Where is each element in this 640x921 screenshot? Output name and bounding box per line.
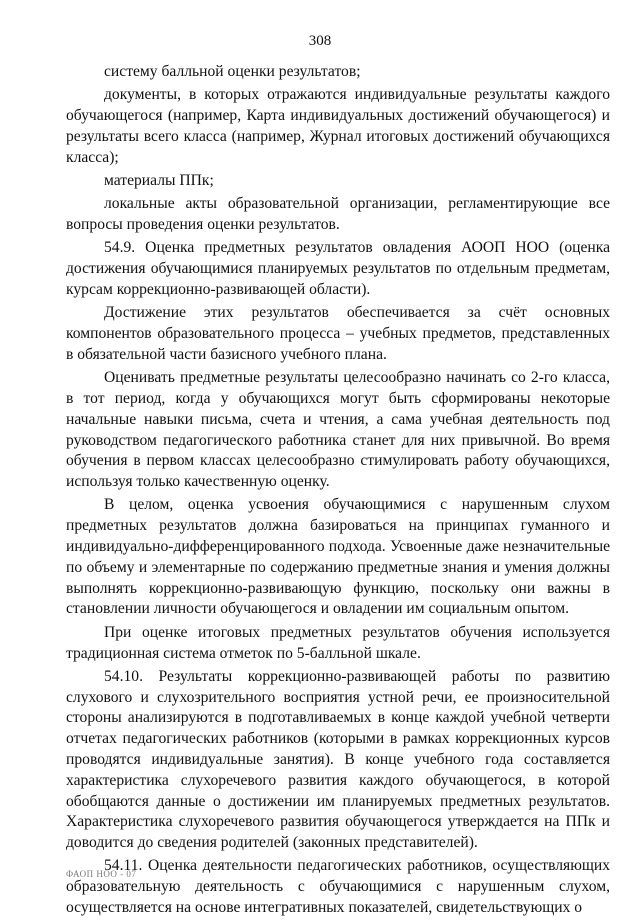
document-body xyxy=(66,62,610,921)
paragraph-ppk-materials: материалы ППк; xyxy=(104,171,214,189)
paragraph-final-assessment: При оценке итоговых предметных результатов обучения используется традиционная система отметок по 5-балльной шкале. xyxy=(66,623,610,662)
paragraph-scoring-system: систему балльной оценки результатов; xyxy=(104,63,361,80)
document-footer: ФАОП НОО - 07 xyxy=(66,869,137,879)
paragraph-54-10: 54.10. Результаты коррекционно-развивающей работы по развитию слухового и слухозрительного восприятия устной речи, ее произносительной стороны анализируются в подготавливаемых в конце каждой учебной четверти отчетах педагогических работников (которыми в рамках коррекционных курсов проводятся индивидуальные занятия). В конце учебного года составляется характеристика слухоречевого развития каждого обучающегося, в которой обобщаются данные о достижении им планируемых предметных результатов. Характеристика слухоречевого развития обучающегося утверждается на ППк и доводится до сведения родителей (законных представителей). xyxy=(66,667,610,852)
paragraph-local-acts: локальные акты образовательной организации, регламентирующие все вопросы проведения оценки результатов. xyxy=(66,195,610,234)
paragraph-achievement: Достижение этих результатов обеспечивается за счёт основных компонентов образовательного процесса – учебных предметов, представленных в обязательной части базисного учебного плана. xyxy=(66,304,610,363)
paragraph-general-assessment: В целом, оценка усвоения обучающимися с нарушенным слухом предметных результатов должна базироваться на принципах гуманного и индивидуально-дифференцированного подхода. Усвоенные даже незначительные по объему и элементарные по содержанию предметные знания и умения должны выполнять коррекционно-развивающую функцию, поскольку они важны в становлении личности обучающегося и овладении им социальным опытом. xyxy=(66,496,610,618)
paragraph-evaluate-subject-results: Оценивать предметные результаты целесообразно начинать со 2-го класса, в тот период, когда у обучающихся могут быть сформированы некоторые начальные навыки письма, счета и чтения, а сама учебная деятельность под руководством педагогического работника станет для них привычной. Во время обучения в первом классах целесообразно стимулировать работу обучающихся, используя только качественную оценку. xyxy=(66,369,610,491)
paragraph-documents: документы, в которых отражаются индивидуальные результаты каждого обучающегося (например, Карта индивидуальных достижений обучающегося) и результаты всего класса (например, Журнал итоговых достижений обучающихся класса); xyxy=(66,86,610,166)
paragraph-54-9: 54.9. Оценка предметных результатов овладения АООП НОО (оценка достижения обучающимися планируемых результатов по отдельным предметам, курсам коррекционно-развивающей области). xyxy=(66,239,610,298)
page-number: 308 xyxy=(308,33,332,49)
paragraph-54-11: 54.11. Оценка деятельности педагогических работников, осуществляющих образовательную деятельность с обучающимися с нарушенным слухом, осуществляется на основе интегративных показателей, свидетельствующих о xyxy=(66,857,610,917)
